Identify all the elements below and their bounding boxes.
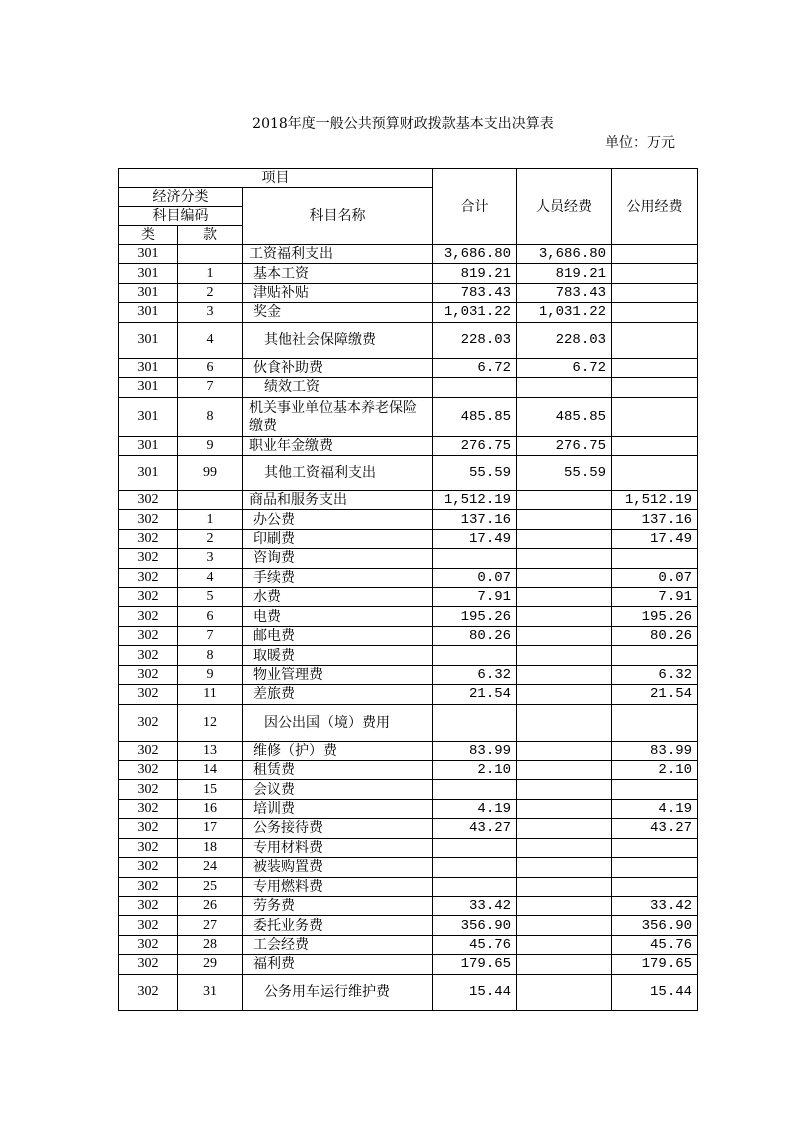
category-cell: 302 (119, 974, 178, 1010)
subject-name-cell: 咨询费 (243, 549, 433, 568)
subject-name-cell: 取暖费 (243, 646, 433, 665)
item-cell: 7 (178, 378, 243, 397)
table-row (119, 436, 698, 455)
total-cell: 228.03 (433, 322, 517, 358)
public-expense-cell: 45.76 (612, 935, 698, 954)
table-row (119, 780, 698, 799)
table-row (119, 858, 698, 877)
category-cell: 302 (119, 529, 178, 548)
public-expense-cell: 356.90 (612, 916, 698, 935)
item-cell: 2 (178, 283, 243, 302)
subject-name-cell: 邮电费 (243, 626, 433, 645)
table-row (119, 646, 698, 665)
table-row (119, 283, 698, 302)
category-cell: 302 (119, 916, 178, 935)
public-expense-cell (612, 322, 698, 358)
personnel-expense-cell (517, 568, 612, 587)
personnel-expense-cell: 276.75 (517, 436, 612, 455)
category-cell: 301 (119, 283, 178, 302)
total-cell: 80.26 (433, 626, 517, 645)
public-expense-cell (612, 455, 698, 490)
subject-name-cell: 水费 (243, 588, 433, 607)
personnel-expense-cell: 783.43 (517, 283, 612, 302)
header-personnel-expense: 人员经费 (517, 169, 612, 245)
item-cell: 3 (178, 549, 243, 568)
personnel-expense-cell: 1,031.22 (517, 303, 612, 322)
total-cell: 1,031.22 (433, 303, 517, 322)
category-cell: 302 (119, 510, 178, 529)
subject-name-cell: 机关事业单位基本养老保险缴费 (243, 397, 433, 436)
personnel-expense-cell (517, 685, 612, 704)
table-row (119, 378, 698, 397)
subject-name-cell: 会议费 (243, 780, 433, 799)
category-cell: 302 (119, 799, 178, 818)
category-cell: 302 (119, 704, 178, 741)
subject-name-cell: 工会经费 (243, 935, 433, 954)
category-cell: 302 (119, 490, 178, 509)
public-expense-cell: 80.26 (612, 626, 698, 645)
personnel-expense-cell (517, 974, 612, 1010)
item-cell: 17 (178, 819, 243, 838)
unit-label: 单位：万元 (605, 135, 675, 151)
header-public-expense: 公用经费 (612, 169, 698, 245)
personnel-expense-cell: 6.72 (517, 358, 612, 377)
category-cell: 302 (119, 588, 178, 607)
subject-name-cell: 劳务费 (243, 896, 433, 915)
table-row (119, 490, 698, 509)
personnel-expense-cell (517, 646, 612, 665)
personnel-expense-cell (517, 665, 612, 684)
public-expense-cell: 21.54 (612, 685, 698, 704)
public-expense-cell: 4.19 (612, 799, 698, 818)
table-row (119, 358, 698, 377)
subject-name-cell: 因公出国（境）费用 (243, 704, 433, 741)
table-row (119, 896, 698, 915)
public-expense-cell (612, 704, 698, 741)
total-cell: 21.54 (433, 685, 517, 704)
total-cell: 485.85 (433, 397, 517, 436)
public-expense-cell: 17.49 (612, 529, 698, 548)
subject-name-cell: 其他社会保障缴费 (243, 322, 433, 358)
category-cell: 302 (119, 685, 178, 704)
public-expense-cell: 195.26 (612, 607, 698, 626)
total-cell: 3,686.80 (433, 245, 517, 264)
table-row (119, 245, 698, 264)
personnel-expense-cell (517, 378, 612, 397)
subject-name-cell: 奖金 (243, 303, 433, 322)
subject-name-cell: 其他工资福利支出 (243, 455, 433, 490)
personnel-expense-cell (517, 877, 612, 896)
total-cell: 17.49 (433, 529, 517, 548)
item-cell: 4 (178, 568, 243, 587)
item-cell: 25 (178, 877, 243, 896)
header-category: 类 (119, 226, 178, 245)
item-cell: 9 (178, 436, 243, 455)
subject-name-cell: 维修（护）费 (243, 741, 433, 760)
item-cell: 18 (178, 838, 243, 857)
total-cell: 783.43 (433, 283, 517, 302)
personnel-expense-cell (517, 626, 612, 645)
subject-name-cell: 差旅费 (243, 685, 433, 704)
public-expense-cell (612, 877, 698, 896)
item-cell: 1 (178, 264, 243, 283)
total-cell (433, 780, 517, 799)
category-cell: 302 (119, 761, 178, 780)
table-row (119, 877, 698, 896)
personnel-expense-cell (517, 838, 612, 857)
table-row (119, 685, 698, 704)
category-cell: 301 (119, 378, 178, 397)
table-row (119, 529, 698, 548)
item-cell: 11 (178, 685, 243, 704)
item-cell: 31 (178, 974, 243, 1010)
public-expense-cell: 1,512.19 (612, 490, 698, 509)
subject-name-cell: 培训费 (243, 799, 433, 818)
item-cell: 4 (178, 322, 243, 358)
item-cell: 8 (178, 646, 243, 665)
public-expense-cell (612, 245, 698, 264)
total-cell: 137.16 (433, 510, 517, 529)
public-expense-cell (612, 378, 698, 397)
item-cell: 5 (178, 588, 243, 607)
subject-name-cell: 公务接待费 (243, 819, 433, 838)
category-cell: 301 (119, 358, 178, 377)
subject-name-cell: 福利费 (243, 955, 433, 974)
category-cell: 302 (119, 780, 178, 799)
personnel-expense-cell (517, 916, 612, 935)
public-expense-cell (612, 838, 698, 857)
category-cell: 302 (119, 819, 178, 838)
personnel-expense-cell (517, 799, 612, 818)
subject-name-cell: 绩效工资 (243, 378, 433, 397)
subject-name-cell: 基本工资 (243, 264, 433, 283)
category-cell: 302 (119, 549, 178, 568)
personnel-expense-cell: 55.59 (517, 455, 612, 490)
public-expense-cell: 2.10 (612, 761, 698, 780)
category-cell: 302 (119, 665, 178, 684)
table-row (119, 838, 698, 857)
personnel-expense-cell (517, 935, 612, 954)
table-row (119, 397, 698, 436)
category-cell: 302 (119, 838, 178, 857)
item-cell: 99 (178, 455, 243, 490)
public-expense-cell (612, 283, 698, 302)
item-cell: 15 (178, 780, 243, 799)
item-cell: 24 (178, 858, 243, 877)
public-expense-cell (612, 264, 698, 283)
subject-name-cell: 公务用车运行维护费 (243, 974, 433, 1010)
item-cell: 2 (178, 529, 243, 548)
personnel-expense-cell (517, 741, 612, 760)
category-cell: 302 (119, 626, 178, 645)
total-cell: 4.19 (433, 799, 517, 818)
table-row (119, 303, 698, 322)
category-cell: 301 (119, 322, 178, 358)
total-cell: 356.90 (433, 916, 517, 935)
total-cell: 55.59 (433, 455, 517, 490)
header-subject-code: 科目编码 (119, 207, 243, 226)
subject-name-cell: 租赁费 (243, 761, 433, 780)
personnel-expense-cell: 3,686.80 (517, 245, 612, 264)
personnel-expense-cell: 819.21 (517, 264, 612, 283)
category-cell: 302 (119, 607, 178, 626)
total-cell: 195.26 (433, 607, 517, 626)
table-row (119, 322, 698, 358)
public-expense-cell (612, 303, 698, 322)
personnel-expense-cell (517, 490, 612, 509)
total-cell (433, 877, 517, 896)
item-cell: 29 (178, 955, 243, 974)
total-cell: 7.91 (433, 588, 517, 607)
total-cell (433, 646, 517, 665)
public-expense-cell: 43.27 (612, 819, 698, 838)
table-row (119, 607, 698, 626)
item-cell: 13 (178, 741, 243, 760)
personnel-expense-cell (517, 704, 612, 741)
subject-name-cell: 手续费 (243, 568, 433, 587)
public-expense-cell (612, 780, 698, 799)
table-header (119, 169, 698, 245)
table-row (119, 510, 698, 529)
subject-name-cell: 委托业务费 (243, 916, 433, 935)
page-title: 2018年度一般公共预算财政拨款基本支出决算表 (252, 116, 554, 132)
personnel-expense-cell (517, 780, 612, 799)
public-expense-cell (612, 549, 698, 568)
public-expense-cell (612, 858, 698, 877)
table-row (119, 819, 698, 838)
total-cell: 83.99 (433, 741, 517, 760)
subject-name-cell: 物业管理费 (243, 665, 433, 684)
item-cell: 12 (178, 704, 243, 741)
category-cell: 302 (119, 741, 178, 760)
table-row (119, 626, 698, 645)
total-cell: 6.32 (433, 665, 517, 684)
header-subject-name: 科目名称 (243, 188, 433, 245)
total-cell: 33.42 (433, 896, 517, 915)
public-expense-cell: 0.07 (612, 568, 698, 587)
subject-name-cell: 职业年金缴费 (243, 436, 433, 455)
total-cell (433, 378, 517, 397)
subject-name-cell: 电费 (243, 607, 433, 626)
table-row (119, 955, 698, 974)
item-cell: 6 (178, 358, 243, 377)
category-cell: 302 (119, 568, 178, 587)
item-cell: 6 (178, 607, 243, 626)
total-cell: 6.72 (433, 358, 517, 377)
category-cell: 302 (119, 955, 178, 974)
personnel-expense-cell: 485.85 (517, 397, 612, 436)
header-economic-classification: 经济分类 (119, 188, 243, 207)
total-cell: 0.07 (433, 568, 517, 587)
total-cell: 1,512.19 (433, 490, 517, 509)
public-expense-cell (612, 358, 698, 377)
table-row (119, 588, 698, 607)
expenditure-table (118, 168, 698, 1011)
personnel-expense-cell (517, 819, 612, 838)
item-cell: 8 (178, 397, 243, 436)
table-row (119, 264, 698, 283)
table-row (119, 761, 698, 780)
category-cell: 302 (119, 896, 178, 915)
table-row (119, 916, 698, 935)
category-cell: 302 (119, 935, 178, 954)
subject-name-cell: 印刷费 (243, 529, 433, 548)
subject-name-cell: 商品和服务支出 (243, 490, 433, 509)
category-cell: 301 (119, 436, 178, 455)
category-cell: 301 (119, 455, 178, 490)
table-row (119, 974, 698, 1010)
header-project: 项目 (119, 169, 433, 188)
public-expense-cell: 137.16 (612, 510, 698, 529)
subject-name-cell: 专用材料费 (243, 838, 433, 857)
personnel-expense-cell (517, 607, 612, 626)
item-cell: 14 (178, 761, 243, 780)
item-cell: 27 (178, 916, 243, 935)
table-row (119, 799, 698, 818)
category-cell: 301 (119, 397, 178, 436)
table-row (119, 741, 698, 760)
total-cell: 15.44 (433, 974, 517, 1010)
category-cell: 302 (119, 877, 178, 896)
subject-name-cell: 专用燃料费 (243, 877, 433, 896)
public-expense-cell: 179.65 (612, 955, 698, 974)
category-cell: 301 (119, 264, 178, 283)
total-cell (433, 549, 517, 568)
subject-name-cell: 津贴补贴 (243, 283, 433, 302)
personnel-expense-cell (517, 549, 612, 568)
item-cell: 9 (178, 665, 243, 684)
item-cell: 16 (178, 799, 243, 818)
total-cell: 2.10 (433, 761, 517, 780)
category-cell: 301 (119, 245, 178, 264)
item-cell (178, 490, 243, 509)
table-row (119, 568, 698, 587)
public-expense-cell: 83.99 (612, 741, 698, 760)
personnel-expense-cell (517, 761, 612, 780)
item-cell: 3 (178, 303, 243, 322)
table-row (119, 455, 698, 490)
personnel-expense-cell: 228.03 (517, 322, 612, 358)
personnel-expense-cell (517, 955, 612, 974)
subject-name-cell: 被装购置费 (243, 858, 433, 877)
header-row (119, 169, 698, 188)
table-body (119, 245, 698, 1011)
public-expense-cell: 15.44 (612, 974, 698, 1010)
total-cell: 819.21 (433, 264, 517, 283)
public-expense-cell (612, 397, 698, 436)
personnel-expense-cell (517, 510, 612, 529)
total-cell (433, 704, 517, 741)
table-row (119, 935, 698, 954)
total-cell: 45.76 (433, 935, 517, 954)
subject-name-cell: 伙食补助费 (243, 358, 433, 377)
table-row (119, 665, 698, 684)
item-cell: 26 (178, 896, 243, 915)
table-row (119, 704, 698, 741)
item-cell: 28 (178, 935, 243, 954)
personnel-expense-cell (517, 529, 612, 548)
public-expense-cell: 7.91 (612, 588, 698, 607)
total-cell: 179.65 (433, 955, 517, 974)
item-cell: 7 (178, 626, 243, 645)
total-cell (433, 838, 517, 857)
category-cell: 302 (119, 646, 178, 665)
item-cell (178, 245, 243, 264)
personnel-expense-cell (517, 858, 612, 877)
subject-name-cell: 工资福利支出 (243, 245, 433, 264)
public-expense-cell: 6.32 (612, 665, 698, 684)
header-item: 款 (178, 226, 243, 245)
item-cell: 1 (178, 510, 243, 529)
table-row (119, 549, 698, 568)
category-cell: 301 (119, 303, 178, 322)
personnel-expense-cell (517, 896, 612, 915)
total-cell (433, 858, 517, 877)
public-expense-cell (612, 436, 698, 455)
header-total: 合计 (433, 169, 517, 245)
total-cell: 43.27 (433, 819, 517, 838)
public-expense-cell: 33.42 (612, 896, 698, 915)
subject-name-cell: 办公费 (243, 510, 433, 529)
public-expense-cell (612, 646, 698, 665)
total-cell: 276.75 (433, 436, 517, 455)
personnel-expense-cell (517, 588, 612, 607)
category-cell: 302 (119, 858, 178, 877)
